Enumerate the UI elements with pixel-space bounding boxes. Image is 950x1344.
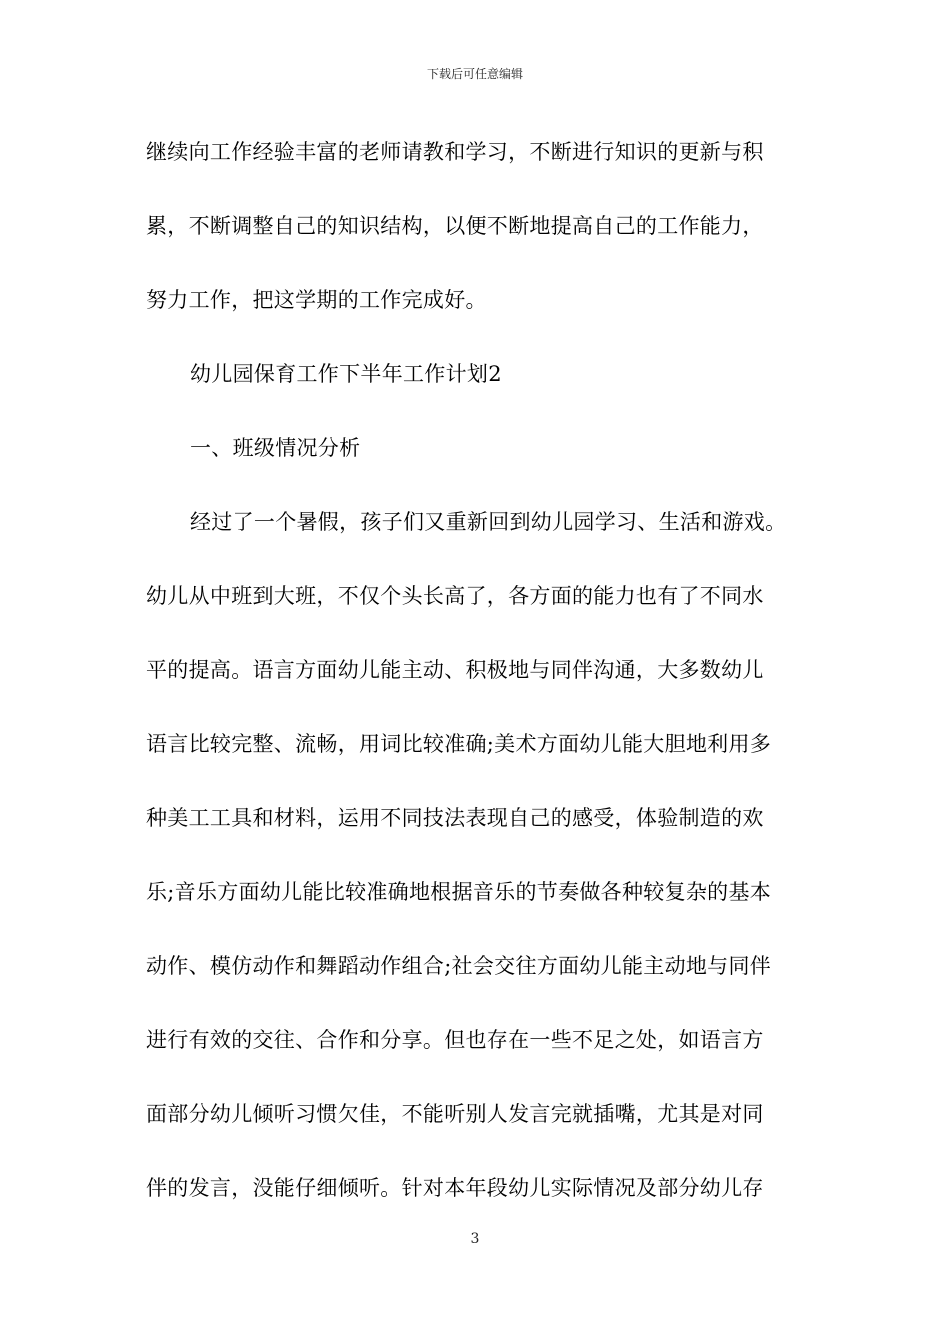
body-text-line: 动作、模仿动作和舞蹈动作组合;社会交往方面幼儿能主动地与同伴 xyxy=(146,954,772,978)
body-text-line: 语言比较完整、流畅，用词比较准确;美术方面幼儿能大胆地利用多 xyxy=(146,732,772,756)
section-heading: 一、班级情况分析 xyxy=(190,436,361,460)
body-text-line: 幼儿从中班到大班，不仅个头长高了，各方面的能力也有了不同水 xyxy=(146,584,764,608)
body-text-line: 累，不断调整自己的知识结构，以便不断地提高自己的工作能力， xyxy=(146,214,764,238)
body-text-line: 进行有效的交往、合作和分享。但也存在一些不足之处，如语言方 xyxy=(146,1028,764,1052)
page-header-note: 下载后可任意编辑 xyxy=(426,67,523,81)
body-text-line: 继续向工作经验丰富的老师请教和学习，不断进行知识的更新与积 xyxy=(146,140,764,164)
section-title: 幼儿园保育工作下半年工作计划2 xyxy=(190,362,502,386)
page-number: 3 xyxy=(470,1231,480,1247)
body-text-line: 伴的发言，没能仔细倾听。针对本年段幼儿实际情况及部分幼儿存 xyxy=(146,1176,764,1200)
body-text-line: 乐;音乐方面幼儿能比较准确地根据音乐的节奏做各种较复杂的基本 xyxy=(146,880,772,904)
body-text-line: 种美工工具和材料，运用不同技法表现自己的感受，体验制造的欢 xyxy=(146,806,764,830)
body-text-line: 经过了一个暑假，孩子们又重新回到幼儿园学习、生活和游戏。 xyxy=(190,510,787,534)
body-text-line: 平的提高。语言方面幼儿能主动、积极地与同伴沟通，大多数幼儿 xyxy=(146,658,764,682)
body-text-line: 面部分幼儿倾听习惯欠佳，不能听别人发言完就插嘴，尤其是对同 xyxy=(146,1102,764,1126)
body-text-line: 努力工作，把这学期的工作完成好。 xyxy=(146,288,487,312)
